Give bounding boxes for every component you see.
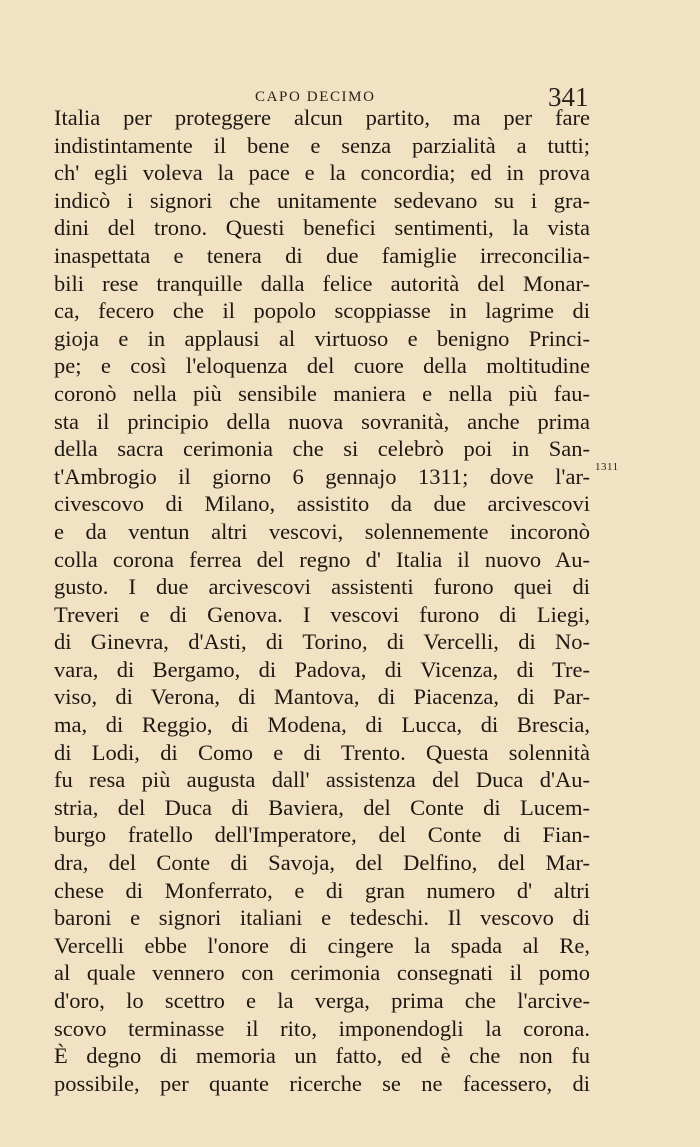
text-line: sta il principio della nuova sovranità, anche prima bbox=[54, 408, 590, 434]
text-line: stria, del Duca di Baviera, del Conte di Lucem- bbox=[54, 794, 590, 820]
text-line: coronò nella più sensibile maniera e nella più fau- bbox=[54, 380, 590, 406]
text-line: gusto. I due arcivescovi assistenti furono quei di bbox=[54, 574, 590, 600]
body-text bbox=[54, 104, 590, 1097]
text-line: d'oro, lo scettro e la verga, prima che l'arcive- bbox=[54, 988, 590, 1013]
text-line: di Lodi, di Como e di Trento. Questa solennità bbox=[54, 739, 590, 765]
text-line: civescovo di Milano, assistito da due arcivescovi bbox=[54, 491, 590, 517]
text-line: colla corona ferrea del regno d' Italia il nuovo Au- bbox=[54, 546, 590, 572]
text-line: burgo fratello dell'Imperatore, del Conte di Fian- bbox=[54, 822, 590, 848]
text-line: pe; e così l'eloquenza del cuore della moltitudine bbox=[54, 353, 590, 379]
text-line: indicò i signori che unitamente sedevano su i gra- bbox=[54, 187, 590, 213]
text-line: ma, di Reggio, di Modena, di Lucca, di Brescia, bbox=[54, 712, 590, 738]
text-line: dini del trono. Questi benefici sentimenti, la vista bbox=[54, 215, 590, 241]
text-line: al quale vennero con cerimonia consegnati il pomo bbox=[54, 960, 590, 986]
text-line: di Ginevra, d'Asti, di Torino, di Vercelli, di No- bbox=[54, 629, 590, 655]
margin-note-year: 1311 bbox=[595, 461, 619, 473]
text-line: indistintamente il bene e senza parzialità a tutti; bbox=[54, 132, 590, 158]
text-line: gioja e in applausi al virtuoso e benigno Princi- bbox=[54, 325, 590, 351]
text-line: Treveri e di Genova. I vescovi furono di Liegi, bbox=[54, 601, 590, 627]
text-line: e da ventun altri vescovi, solennemente incoronò bbox=[54, 518, 590, 544]
text-line: baroni e signori italiani e tedeschi. Il vescovo di bbox=[54, 905, 590, 931]
text-line: ch' egli voleva la pace e la concordia; ed in prova bbox=[54, 160, 590, 186]
text-line: È degno di memoria un fatto, ed è che non fu bbox=[54, 1043, 590, 1069]
text-line: Italia per proteggere alcun partito, ma per fare bbox=[54, 105, 590, 130]
text-line: bili rese tranquille dalla felice autorità del Monar- bbox=[54, 270, 590, 296]
page-number: 341 bbox=[548, 82, 589, 112]
text-line: scovo terminasse il rito, imponendogli la corona. bbox=[54, 1015, 590, 1041]
text-line: ca, fecero che il popolo scoppiasse in lagrime di bbox=[54, 298, 590, 324]
text-line: della sacra cerimonia che si celebrò poi in San- bbox=[54, 436, 590, 462]
text-line: inaspettata e tenera di due famiglie irreconcilia- bbox=[54, 242, 590, 268]
text-line: fu resa più augusta dall' assistenza del Duca d'Au- bbox=[54, 767, 590, 793]
running-head: CAPO DECIMO bbox=[255, 89, 376, 105]
text-line: possibile, per quante ricerche se ne facessero, di bbox=[54, 1070, 590, 1096]
text-line: viso, di Verona, di Mantova, di Piacenza, di Par- bbox=[54, 684, 590, 710]
text-line: t'Ambrogio il giorno 6 gennajo 1311; dove l'ar- bbox=[54, 463, 590, 489]
text-line: vara, di Bergamo, di Padova, di Vicenza, di Tre- bbox=[54, 656, 590, 682]
text-line: Vercelli ebbe l'onore di cingere la spada al Re, bbox=[54, 932, 590, 958]
text-line: chese di Monferrato, e di gran numero d' altri bbox=[54, 877, 590, 903]
text-line: dra, del Conte di Savoja, del Delfino, del Mar- bbox=[54, 850, 590, 876]
